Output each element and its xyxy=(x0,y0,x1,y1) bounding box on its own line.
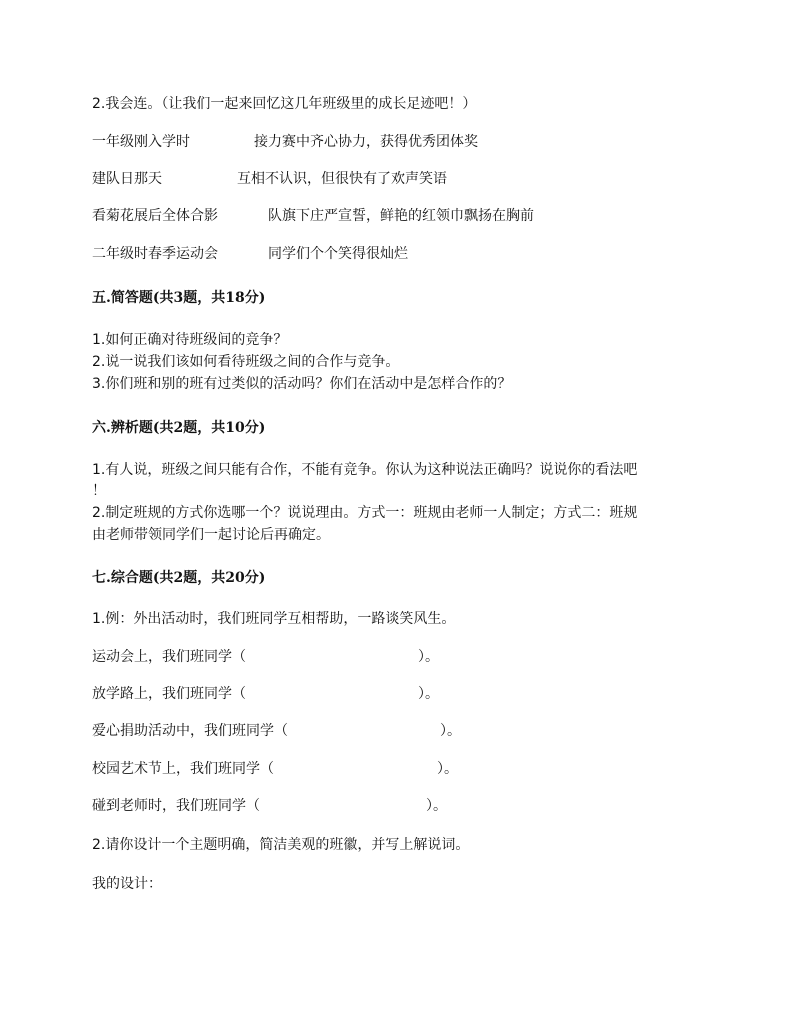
section6-item2-line2: 由老师带领同学们一起讨论后再确定。 xyxy=(92,527,330,543)
fill-blank-1 xyxy=(92,647,439,667)
fill-blank-1-close: ）。 xyxy=(418,649,439,665)
connect-left-4: 二年级时春季运动会 xyxy=(92,246,218,262)
section6-item1-line1: 1.有人说，班级之间只能有合作，不能有竞争。你认为这种说法正确吗？说说你的看法吧 xyxy=(92,462,638,478)
connect-pair-2 xyxy=(92,169,447,189)
fill-blank-5-close: ）。 xyxy=(426,798,447,814)
fill-blank-2 xyxy=(92,684,439,704)
fill-blank-2-close: ）。 xyxy=(418,686,439,702)
section6-heading: 六.辨析题(共2题，共10分) xyxy=(92,420,266,436)
fill-blank-4-close: ）。 xyxy=(437,761,458,777)
section5-item-1: 1.如何正确对待班级间的竞争？ xyxy=(92,332,288,348)
connect-right-3: 队旗下庄严宣誓，鲜艳的红领巾飘扬在胸前 xyxy=(268,208,534,224)
section6-item2-line1: 2.制定班规的方式你选哪一个？说说理由。方式一：班规由老师一人制定；方式二：班规 xyxy=(92,505,638,521)
fill-blank-3-close: ）。 xyxy=(440,723,461,739)
connect-prompt: 2.我会连。（让我们一起来回忆这几年班级里的成长足迹吧！） xyxy=(92,96,477,112)
connect-left-1: 一年级刚入学时 xyxy=(92,134,190,150)
fill-blank-5-text: 碰到老师时，我们班同学（ xyxy=(92,798,260,814)
my-design-label: 我的设计： xyxy=(92,876,162,892)
connect-right-4: 同学们个个笑得很灿烂 xyxy=(268,246,408,262)
section7-example: 1.例：外出活动时，我们班同学互相帮助，一路谈笑风生。 xyxy=(92,611,456,627)
fill-blank-5 xyxy=(92,796,447,816)
connect-right-2: 互相不认识，但很快有了欢声笑语 xyxy=(237,171,447,187)
connect-pair-3 xyxy=(92,206,534,226)
section7-heading: 七.综合题(共2题，共20分) xyxy=(92,570,266,586)
section5-item-2: 2.说一说我们该如何看待班级之间的合作与竞争。 xyxy=(92,354,400,370)
fill-blank-2-text: 放学路上，我们班同学（ xyxy=(92,686,246,702)
fill-blank-4 xyxy=(92,759,458,779)
connect-pair-1 xyxy=(92,132,478,152)
fill-blank-4-text: 校园艺术节上，我们班同学（ xyxy=(92,761,274,777)
connect-left-2: 建队日那天 xyxy=(92,171,162,187)
connect-right-1: 接力赛中齐心协力，获得优秀团体奖 xyxy=(254,134,478,150)
fill-blank-1-text: 运动会上，我们班同学（ xyxy=(92,649,246,665)
section6-item1-line2: ！ xyxy=(92,483,106,499)
fill-blank-3 xyxy=(92,721,461,741)
connect-pair-4 xyxy=(92,244,408,264)
fill-blank-3-text: 爱心捐助活动中，我们班同学（ xyxy=(92,723,288,739)
section5-heading: 五.简答题(共3题，共18分) xyxy=(92,290,266,306)
section7-q2: 2.请你设计一个主题明确，简洁美观的班徽，并写上解说词。 xyxy=(92,837,470,853)
connect-left-3: 看菊花展后全体合影 xyxy=(92,208,218,224)
section5-item-3: 3.你们班和别的班有过类似的活动吗？你们在活动中是怎样合作的？ xyxy=(92,376,512,392)
